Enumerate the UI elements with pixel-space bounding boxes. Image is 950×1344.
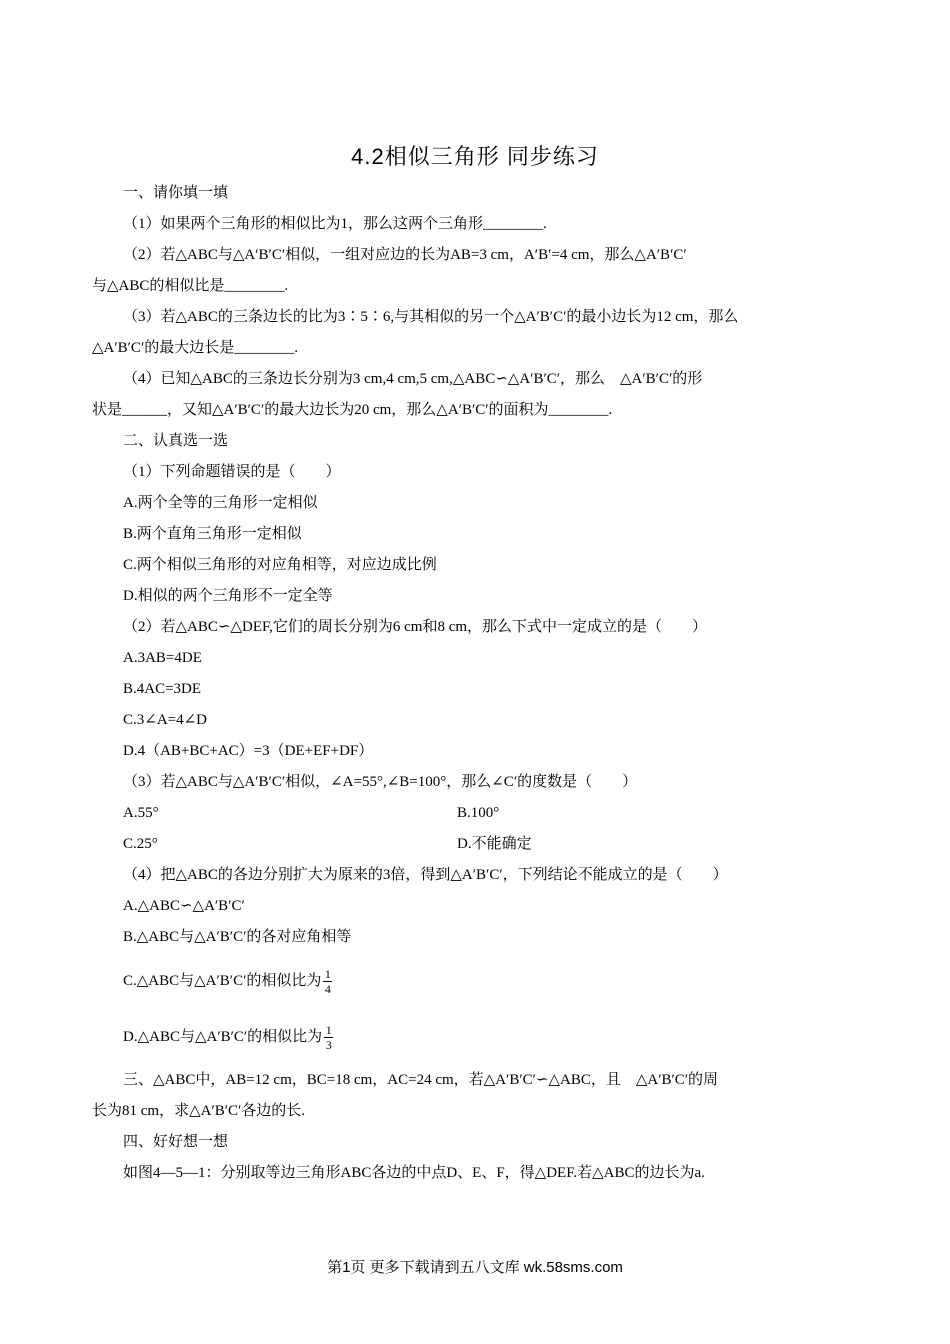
option-with-fraction xyxy=(123,953,862,1009)
option-row xyxy=(123,829,862,860)
option: C.25° xyxy=(123,836,158,852)
question-2-1: （1）下列命题错误的是（ ） xyxy=(123,464,341,480)
page-title: 4.2相似三角形 同步练习 xyxy=(351,144,599,169)
option: B.100° xyxy=(457,805,500,821)
document-body xyxy=(92,178,862,1189)
section-heading-choose: 二、认真选一选 xyxy=(123,433,229,449)
option: D.4（AB+BC+AC）=3（DE+EF+DF） xyxy=(123,743,374,759)
question-1-3-line1: （3）若△ABC的三条边长的比为3∶5∶6,与其相似的另一个△A′B′C′的最小边长为12 cm，那么 xyxy=(123,309,739,325)
question-1-3-line2: △A′B′C′的最大边长是________. xyxy=(92,340,298,356)
section-3-line2: 长为81 cm，求△A′B′C′各边的长. xyxy=(92,1103,306,1119)
option: B.两个直角三角形一定相似 xyxy=(123,526,302,542)
option: D.相似的两个三角形不一定全等 xyxy=(123,588,333,604)
fraction-numerator: 1 xyxy=(324,967,331,982)
section-4-text: 如图4—5—1：分别取等边三角形ABC各边的中点D、E、F，得△DEF.若△ABC的边长为a. xyxy=(123,1165,705,1181)
fraction xyxy=(323,967,332,996)
fraction-denominator: 3 xyxy=(325,1038,332,1053)
option-text: D.△ABC与△A′B′C′的相似比为 xyxy=(123,1029,323,1045)
question-2-3: （3）若△ABC与△A′B′C′相似，∠A=55°,∠B=100°，那么∠C′的度数是（ ） xyxy=(123,774,638,790)
option: A.3AB=4DE xyxy=(123,650,202,666)
question-1-1: （1）如果两个三角形的相似比为1，那么这两个三角形________. xyxy=(123,216,547,232)
question-2-2: （2）若△ABC∽△DEF,它们的周长分别为6 cm和8 cm，那么下式中一定成立的是（ ） xyxy=(123,619,708,635)
option-with-fraction xyxy=(123,1009,862,1065)
option: D.不能确定 xyxy=(457,836,532,852)
question-2-4: （4）把△ABC的各边分别扩大为原来的3倍，得到△A′B′C′，下列结论不能成立的是（ ） xyxy=(123,867,728,883)
section-heading-fill: 一、请你填一填 xyxy=(123,185,229,201)
option-row xyxy=(123,798,862,829)
fraction-denominator: 4 xyxy=(324,982,331,997)
option: B.△ABC与△A′B′C′的各对应角相等 xyxy=(123,929,352,945)
option: A.两个全等的三角形一定相似 xyxy=(123,495,318,511)
option: C.3∠A=4∠D xyxy=(123,712,208,728)
option-text: C.△ABC与△A′B′C′的相似比为 xyxy=(123,973,322,989)
fraction-numerator: 1 xyxy=(325,1023,332,1038)
section-heading-think: 四、好好想一想 xyxy=(123,1134,229,1150)
option: A.△ABC∽△A′B′C′ xyxy=(123,898,245,914)
question-1-2-line1: （2）若△ABC与△A′B′C′相似，一组对应边的长为AB=3 cm，A′B′=4 cm，那么△A′B′C′ xyxy=(123,247,687,263)
page-footer: 第1页 更多下载请到五八文库 wk.58sms.com xyxy=(327,1259,623,1276)
question-1-4-line1: （4）已知△ABC的三条边长分别为3 cm,4 cm,5 cm,△ABC∽△A′B′C′，那么 △A′B′C′的形 xyxy=(123,371,703,387)
question-1-4-line2: 状是______，又知△A′B′C′的最大边长为20 cm，那么△A′B′C′的面积为________. xyxy=(92,402,613,418)
option: A.55° xyxy=(123,805,159,821)
fraction xyxy=(324,1023,333,1052)
option: C.两个相似三角形的对应角相等，对应边成比例 xyxy=(123,557,437,573)
section-3-line1: 三、△ABC中，AB=12 cm，BC=18 cm，AC=24 cm，若△A′B′C′∽△ABC，且 △A′B′C′的周 xyxy=(123,1072,719,1088)
question-1-2-line2: 与△ABC的相似比是________. xyxy=(92,278,289,294)
option: B.4AC=3DE xyxy=(123,681,202,697)
